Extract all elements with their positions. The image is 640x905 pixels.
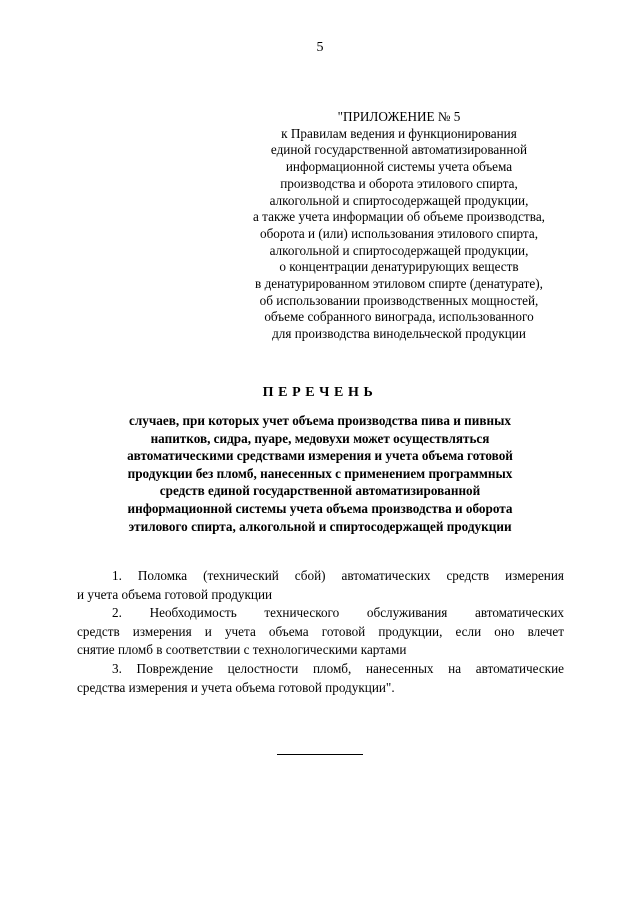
subtitle-line: автоматическими средствами измерения и учета объема готовой [127, 448, 513, 464]
divider-line [277, 754, 363, 755]
item-line: и учета объема готовой продукции [77, 586, 273, 602]
appendix-line: информационной системы учета объема [285, 159, 513, 175]
subtitle-line: информационной системы учета объема производства и оборота [127, 500, 513, 516]
appendix-line: "ПРИЛОЖЕНИЕ № 5 [337, 109, 461, 124]
subtitle-line: продукции без пломб, нанесенных с применением программных [127, 465, 513, 481]
appendix-line: об использовании производственных мощностей, [259, 292, 539, 308]
appendix-line: производства и оборота этилового спирта, [280, 175, 518, 191]
appendix-line: оборота и (или) использования этилового спирта, [259, 225, 539, 241]
appendix-header [218, 109, 580, 343]
item-line: 3. Повреждение целостности пломб, нанесенных на автоматические [112, 660, 564, 676]
appendix-line: о концентрации денатурирующих веществ [279, 259, 519, 275]
page-number: 5 [316, 40, 324, 55]
appendix-line: единой государственной автоматизированной [270, 142, 528, 158]
subtitle-line: средств единой государственной автоматизированной [159, 483, 481, 499]
subtitle-line: случаев, при которых учет объема производства пива и пивных [129, 413, 511, 428]
item-line: 2. Необходимость технического обслуживания автоматических [112, 605, 564, 621]
document-title: ПЕРЕЧЕНЬ [262, 385, 378, 400]
appendix-line: алкогольной и спиртосодержащей продукции, [269, 192, 529, 208]
item-line: 1. Поломка (технический сбой) автоматических средств измерения [112, 568, 564, 583]
appendix-line: объеме собранного винограда, использованного [264, 309, 534, 325]
list-item [77, 604, 564, 660]
appendix-line: к Правилам ведения и функционирования [281, 125, 517, 141]
item-line: средств измерения и учета объема готовой продукции, если оно влечет [77, 623, 564, 639]
subtitle-line: напитков, сидра, пуаре, медовухи может осуществляться [150, 430, 490, 446]
appendix-line: для производства винодельческой продукции [272, 326, 526, 342]
appendix-line: в денатурированном этиловом спирте (денатурате), [255, 276, 543, 292]
document-body [77, 567, 564, 697]
document-subtitle [80, 412, 560, 535]
subtitle-line: этилового спирта, алкогольной и спиртосодержащей продукции [128, 518, 512, 534]
item-line: снятие пломб в соответствии с технологическими картами [77, 642, 407, 658]
list-item [77, 660, 564, 697]
appendix-line: алкогольной и спиртосодержащей продукции, [269, 242, 529, 258]
item-line: средства измерения и учета объема готовой продукции". [77, 679, 395, 695]
list-item [77, 567, 564, 604]
appendix-line: а также учета информации об объеме производства, [253, 209, 545, 225]
